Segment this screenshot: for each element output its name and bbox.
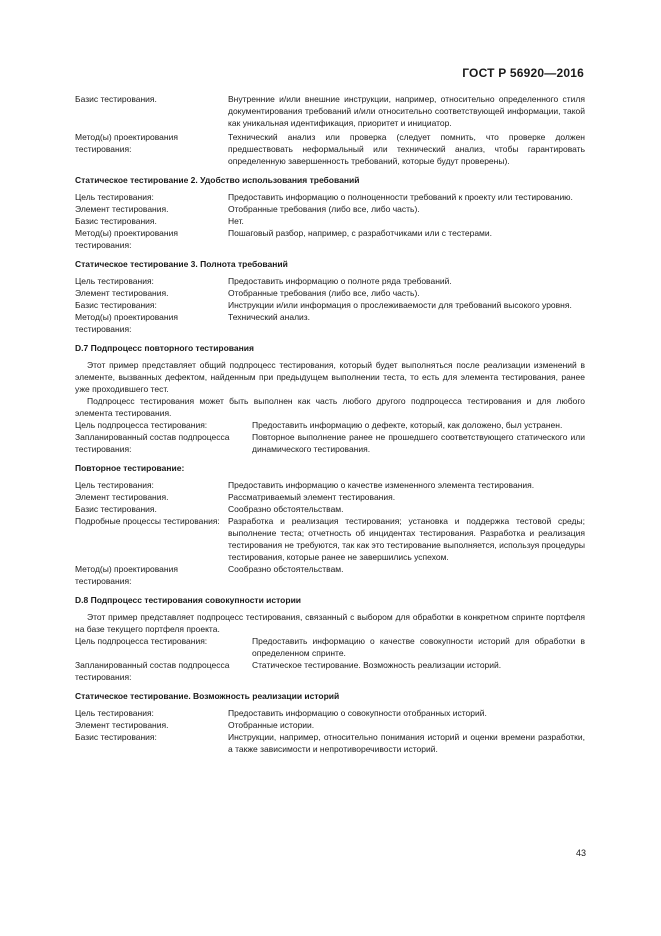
subsection-heading-retest: Повторное тестирование: (75, 463, 185, 473)
field-row (75, 563, 585, 587)
field-label: Метод(ы) проектирования тестирования: (75, 312, 178, 334)
field-label: Базис тестирования: (75, 732, 157, 742)
field-label: Элемент тестирования. (75, 720, 169, 730)
field-label: Цель тестирования: (75, 192, 154, 202)
field-row (75, 419, 585, 431)
field-value: Нет. (228, 216, 244, 226)
page-number: 43 (575, 848, 586, 858)
field-row (75, 479, 585, 491)
field-row (75, 311, 585, 335)
field-label: Базис тестирования. (75, 216, 157, 226)
field-label: Элемент тестирования. (75, 204, 169, 214)
field-label: Подробные процессы тестирования: (75, 516, 220, 526)
field-value: Внутренние и/или внешние инструкции, например, относительно определенного стиля документирования требований и/или относительно соответствующей информации, такой как уникальная идентификация, приоритет и инициатор. (228, 94, 585, 128)
field-label: Цель тестирования: (75, 276, 154, 286)
field-value: Сообразно обстоятельствам. (228, 504, 344, 514)
field-row (75, 299, 585, 311)
field-label: Цель тестирования: (75, 480, 154, 490)
field-label: Базис тестирования: (75, 300, 157, 310)
field-value: Статическое тестирование. Возможность реализации историй. (252, 660, 502, 670)
subsection-heading-story-feasibility: Статическое тестирование. Возможность реализации историй (75, 691, 340, 701)
field-value: Отобранные истории. (228, 720, 315, 730)
field-value: Инструкции и/или информация о прослеживаемости для требований высокого уровня. (228, 300, 572, 310)
field-value: Технический анализ или проверка (следует помнить, что проверке должен предшествовать неформальный или технический анализ, чтобы гарантировать определенную завершенность требований, которые будут проверены). (228, 132, 585, 166)
field-row (75, 227, 585, 251)
field-value: Предоставить информацию о качестве измененного элемента тестирования. (228, 480, 535, 490)
field-row (75, 287, 585, 299)
field-value: Предоставить информацию о совокупности отобранных историй. (228, 708, 487, 718)
field-label: Базис тестирования. (75, 94, 157, 104)
field-label: Метод(ы) проектирования тестирования: (75, 564, 178, 586)
field-label: Запланированный состав подпроцесса тестирования: (75, 432, 230, 454)
field-row (75, 635, 585, 659)
field-value: Технический анализ. (228, 312, 311, 322)
field-label: Цель тестирования: (75, 708, 154, 718)
field-label: Запланированный состав подпроцесса тестирования: (75, 660, 230, 682)
field-value: Предоставить информацию о качестве совокупности историй для обработки в определенном спринте. (252, 636, 585, 658)
field-row (75, 659, 585, 683)
field-label: Метод(ы) проектирования тестирования: (75, 228, 178, 250)
field-label: Элемент тестирования. (75, 492, 169, 502)
field-label: Метод(ы) проектирования тестирования: (75, 132, 178, 154)
section-heading-d7: D.7 Подпроцесс повторного тестирования (75, 343, 254, 353)
field-value: Отобранные требования (либо все, либо часть). (228, 204, 420, 214)
paragraph: Подпроцесс тестирования может быть выполнен как часть любого другого подпроцесса тестирования и для любого элемента тестирования. (75, 396, 585, 418)
field-value: Предоставить информацию о дефекте, который, как доложено, был устранен. (252, 420, 563, 430)
field-row (75, 707, 585, 719)
section-heading-d8: D.8 Подпроцесс тестирования совокупности истории (75, 595, 302, 605)
page-header-title: ГОСТ Р 56920—2016 (462, 66, 584, 80)
field-row (75, 731, 585, 755)
field-label: Цель подпроцесса тестирования: (75, 636, 208, 646)
field-value: Разработка и реализация тестирования; установка и поддержка тестовой среды; выполнение теста; отчетность об инцидентах тестирования. Разработка и реализация тестирования не требуются, так как это тестирование выполняется, используя процедуры тестирования, которые ранее не завершились успехом. (228, 516, 585, 562)
field-value: Повторное выполнение ранее не прошедшего соответствующего статического или динамического тестирования. (252, 432, 585, 454)
field-value: Отобранные требования (либо все, либо часть). (228, 288, 420, 298)
field-row (75, 215, 585, 227)
field-row (75, 515, 585, 563)
field-value: Пошаговый разбор, например, с разработчиками или с тестерами. (228, 228, 493, 238)
page-content (75, 93, 585, 755)
field-row (75, 275, 585, 287)
field-row (75, 203, 585, 215)
section-heading-static-3: Статическое тестирование 3. Полнота требований (75, 259, 288, 269)
field-row (75, 191, 585, 203)
field-row (75, 719, 585, 731)
section-heading-static-2: Статическое тестирование 2. Удобство использования требований (75, 175, 360, 185)
field-row (75, 491, 585, 503)
field-value: Инструкции, например, относительно понимания историй и оценки времени разработки, а также зависимости и непротиворечивости историй. (228, 732, 585, 754)
field-row (75, 93, 585, 129)
field-label: Цель подпроцесса тестирования: (75, 420, 208, 430)
field-value: Предоставить информацию о полноценности требований к проекту или тестированию. (228, 192, 573, 202)
paragraph: Этот пример представляет подпроцесс тестирования, связанный с выбором для обработки в конкретном спринте портфеля на базе текущего портфеля проекта. (75, 612, 585, 634)
field-row (75, 131, 585, 167)
field-label: Элемент тестирования. (75, 288, 169, 298)
field-value: Сообразно обстоятельствам. (228, 564, 344, 574)
field-value: Рассматриваемый элемент тестирования. (228, 492, 396, 502)
field-row (75, 431, 585, 455)
field-label: Базис тестирования. (75, 504, 157, 514)
basis-block (75, 93, 585, 167)
paragraph: Этот пример представляет общий подпроцесс тестирования, который будет выполняться после реализации изменений в элементе, вызванных дефектом, найденным при предыдущем выполнении теста, то есть для элемента тестирования, ранее уже проходившего тест. (75, 360, 585, 394)
field-value: Предоставить информацию о полноте ряда требований. (228, 276, 452, 286)
field-row (75, 503, 585, 515)
